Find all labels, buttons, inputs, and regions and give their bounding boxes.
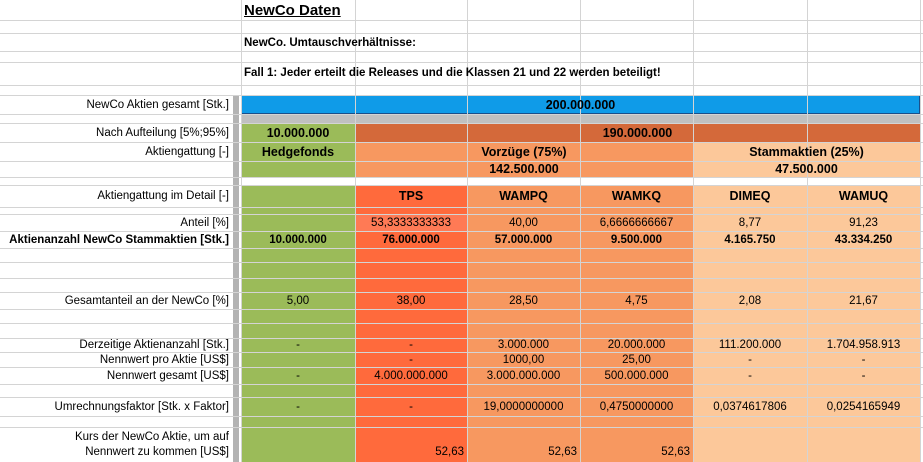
cell-nominal-tps[interactable]: - (409, 353, 413, 366)
cell-current-dimeq[interactable]: 111.200.000 (718, 339, 782, 351)
col-wamuq[interactable]: WAMUQ (838, 189, 889, 203)
rest-split[interactable]: 190.000.000 (602, 125, 673, 140)
cell-totalshare-dimeq[interactable]: 2,08 (738, 294, 762, 307)
cell-current-wampq[interactable]: 3.000.000 (497, 339, 550, 351)
cell-nomtotal-wamuq[interactable]: - (861, 369, 866, 382)
label-price-2: Nennwert zu kommen [US$] (85, 446, 229, 458)
cell-factor-wamuq[interactable]: 0,0254165949 (826, 400, 901, 413)
col-dimeq[interactable]: DIMEQ (729, 189, 771, 203)
cell-nomtotal-dimeq[interactable]: - (748, 369, 752, 382)
label-count: Aktienanzahl NewCo Stammaktien [Stk.] (9, 233, 229, 246)
cell-factor-tps[interactable]: - (409, 400, 413, 413)
hedge-fill-2 (241, 161, 355, 177)
label-nominal: Nennwert pro Aktie [US$] (99, 353, 229, 366)
label-current: Derzeitige Aktienanzahl [Stk.] (79, 339, 229, 351)
label-share: Anteil [%] (180, 216, 229, 229)
cell-share-dimeq[interactable]: 8,77 (738, 216, 762, 229)
cell-price-wamkq[interactable]: 52,63 (661, 445, 690, 458)
cell-current-wamuq[interactable]: 1.704.958.913 (826, 339, 901, 351)
cell-count-wamkq[interactable]: 9.500.000 (610, 233, 663, 246)
cell-count-wampq[interactable]: 57.000.000 (494, 233, 553, 246)
cell-totalshare-tps[interactable]: 38,00 (396, 294, 426, 307)
cell-nomtotal-tps[interactable]: 4.000.000.000 (374, 369, 448, 382)
cell-totalshare-wamuq[interactable]: 21,67 (849, 294, 878, 307)
cell-count-wamuq[interactable]: 43.334.250 (834, 233, 893, 246)
cell-count-hedge[interactable]: 10.000.000 (269, 233, 327, 246)
cell-current-hedge[interactable]: - (296, 339, 300, 351)
label-detail: Aktiengattung im Detail [-] (97, 190, 229, 202)
case-heading: Fall 1: Jeder erteilt die Releases und die Klassen 21 und 22 werden beteiligt! (244, 67, 661, 79)
cell-price-wampq[interactable]: 52,63 (548, 445, 577, 458)
cell-factor-wampq[interactable]: 19,0000000000 (483, 400, 564, 413)
hedge-label[interactable]: Hedgefonds (261, 144, 335, 159)
label-nominal-total: Nennwert gesamt [US$] (106, 369, 229, 382)
common-label[interactable]: Stammaktien (25%) (749, 144, 864, 159)
cell-share-wamuq[interactable]: 91,23 (849, 216, 878, 229)
cell-share-wamkq[interactable]: 6,6666666667 (599, 216, 674, 229)
label-factor: Umrechnungsfaktor [Stk. x Faktor] (54, 400, 229, 413)
subtitle: NewCo. Umtauschverhältnisse: (244, 36, 416, 49)
cell-totalshare-wampq[interactable]: 28,50 (509, 294, 538, 307)
total-shares[interactable]: 200.000.000 (545, 97, 616, 112)
cell-share-tps[interactable]: 53,3333333333 (371, 216, 451, 229)
cell-factor-hedge[interactable]: - (296, 400, 300, 413)
cell-factor-dimeq[interactable]: 0,0374617806 (713, 400, 787, 413)
cell-count-dimeq[interactable]: 4.165.750 (724, 233, 776, 246)
cell-count-tps[interactable]: 76.000.000 (382, 233, 440, 246)
col-wamkq[interactable]: WAMKQ (611, 189, 662, 203)
cell-current-wamkq[interactable]: 20.000.000 (607, 339, 666, 351)
col-wampq[interactable]: WAMPQ (499, 189, 548, 203)
label-price-1: Kurs der NewCo Aktie, um auf (74, 430, 229, 443)
pref-total[interactable]: 142.500.000 (489, 162, 559, 176)
cell-nomtotal-wampq[interactable]: 3.000.000.000 (486, 369, 561, 382)
label-total-share: Gesamtanteil an der NewCo [%] (64, 294, 229, 307)
cell-nominal-wampq[interactable]: 1000,00 (502, 353, 545, 366)
label-type: Aktiengattung [-] (145, 145, 229, 158)
cell-factor-wamkq[interactable]: 0,4750000000 (599, 400, 674, 413)
cell-nominal-wamuq[interactable]: - (861, 353, 866, 366)
cell-nominal-wamkq[interactable]: 25,00 (622, 353, 651, 366)
cell-nomtotal-wamkq[interactable]: 500.000.000 (604, 369, 669, 382)
pref-label[interactable]: Vorzüge (75%) (481, 144, 567, 159)
cell-totalshare-hedge[interactable]: 5,00 (286, 294, 310, 307)
hedge-split[interactable]: 10.000.000 (266, 125, 330, 140)
common-total[interactable]: 47.500.000 (775, 162, 838, 176)
col-tps[interactable]: TPS (398, 189, 424, 203)
cell-nomtotal-hedge[interactable]: - (296, 369, 300, 382)
cell-share-wampq[interactable]: 40,00 (509, 216, 538, 229)
cell-current-tps[interactable]: - (409, 339, 413, 351)
page-title: NewCo Daten (244, 1, 341, 19)
cell-totalshare-wamkq[interactable]: 4,75 (625, 294, 648, 307)
label-split: Nach Aufteilung [5%;95%] (96, 126, 229, 139)
cell-price-tps[interactable]: 52,63 (435, 445, 464, 458)
cell-nominal-dimeq[interactable]: - (748, 353, 752, 366)
label-total: NewCo Aktien gesamt [Stk.] (86, 98, 229, 111)
